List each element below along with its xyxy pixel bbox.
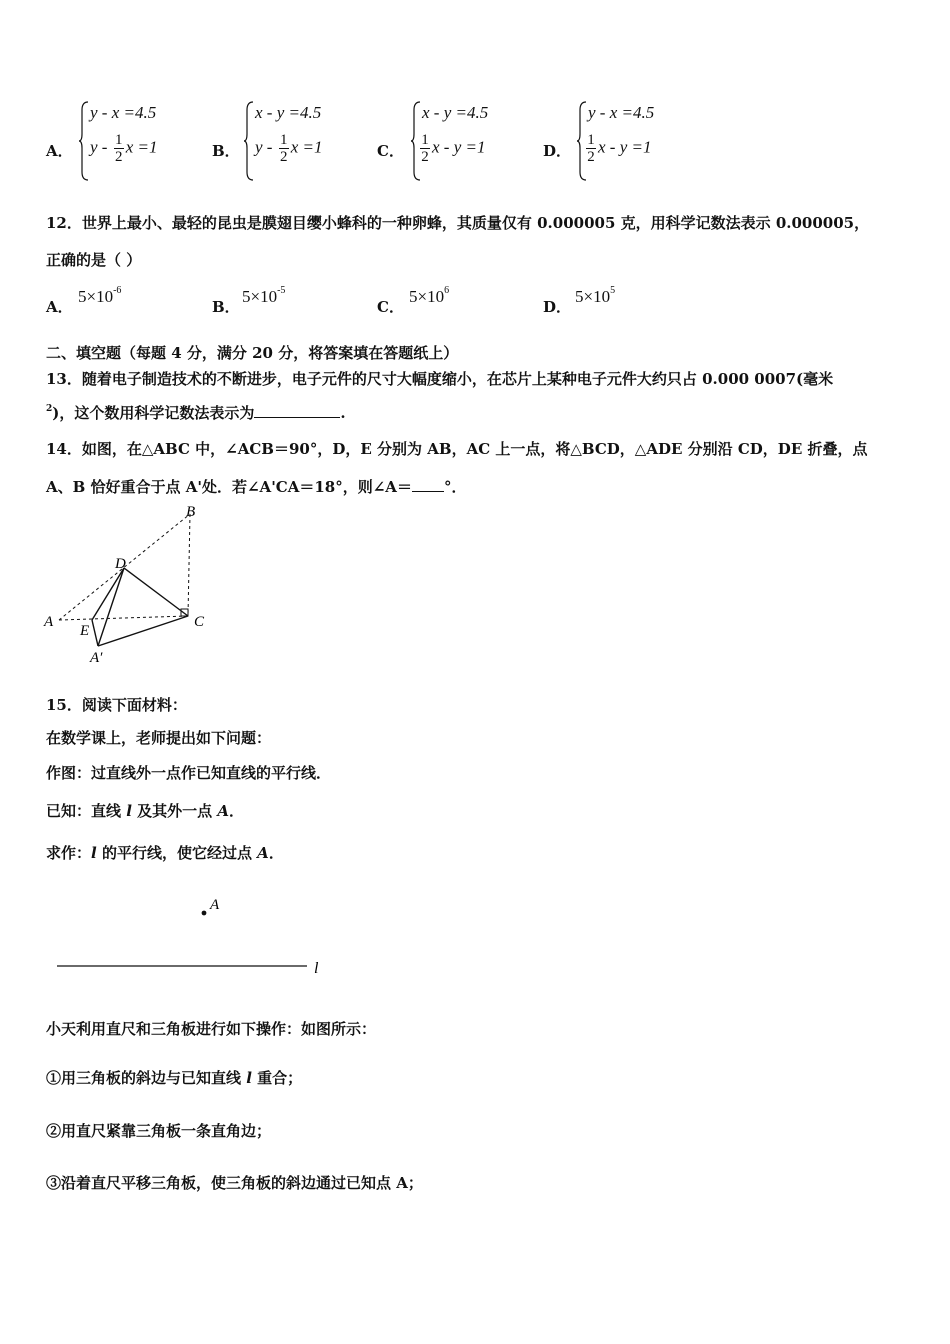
answer-blank[interactable]: [254, 417, 340, 418]
q15-step-1: ①用三角板的斜边与已知直线 l 重合；: [46, 1069, 303, 1087]
label-line-l: l: [314, 960, 319, 977]
equation-1: x - y =4.5: [255, 103, 322, 122]
dashed-line-AC: [59, 616, 188, 620]
label-E: E: [80, 623, 90, 639]
line-A-prime-C: [98, 616, 188, 646]
equation-2: y - $\frac{1}{2}$ x =1: [255, 132, 323, 165]
sci-notation: $5\times 10^6$: [409, 285, 450, 306]
q15-step-3: ③沿着直尺平移三角板，使三角板的斜边通过已知点 A；: [46, 1174, 423, 1192]
point-line-figure: [40, 885, 340, 985]
q14-stem-line1: 14．如图，在△ABC 中，∠ACB＝90°，D，E 分别为 AB，AC 上一点，将△BCD，△ADE 分别沿 CD，DE 折叠，点: [46, 440, 868, 458]
dashed-line-BC: [188, 514, 190, 616]
option-label: D．: [543, 142, 572, 160]
equation-system: [410, 100, 530, 182]
label-A-prime: A′: [90, 650, 103, 666]
equation-1: x - y =4.5: [422, 103, 489, 122]
option-label: A．: [46, 142, 73, 160]
sci-notation: $5\times 10^{-6}$: [78, 285, 122, 306]
label-point-A: A: [210, 897, 220, 913]
equation-system: [78, 100, 198, 182]
sci-notation: $5\times 10^5$: [575, 285, 616, 306]
answer-blank[interactable]: [412, 491, 444, 492]
q15-given: 已知：直线 l 及其外一点 A．: [46, 802, 245, 820]
q13-stem-line2: $^2$)，这个数用科学记数法表示为 .: [46, 404, 346, 422]
option-label: B．: [212, 298, 240, 316]
line-EA-prime: [92, 620, 98, 646]
line-DA-prime: [98, 568, 124, 646]
equation-1: y - x =4.5: [588, 103, 655, 122]
q12-stem-line2: 正确的是（ ）: [46, 251, 142, 269]
q15-requirement: 求作：l 的平行线，使它经过点 A．: [46, 844, 284, 862]
q15-intro: 在数学课上，老师提出如下问题：: [46, 729, 272, 747]
line-DC: [124, 568, 188, 616]
equation-2: $\frac{1}{2}$ x - y =1: [421, 132, 486, 165]
triangle-fold-figure: [40, 500, 220, 670]
left-brace-icon: [78, 100, 90, 182]
q13-stem-line1: 13．随着电子制造技术的不断进步，电子元件的尺寸大幅度缩小，在芯片上某种电子元件大约只占 0.000 0007(毫米: [46, 370, 834, 388]
q15-title: 15．阅读下面材料：: [46, 696, 187, 714]
label-B: B: [186, 504, 196, 520]
q15-ops-intro: 小天利用直尺和三角板进行如下操作：如图所示：: [46, 1020, 377, 1038]
label-D: D: [115, 556, 126, 572]
option-label: A．: [46, 298, 73, 316]
option-label: C．: [377, 142, 404, 160]
q15-step-2: ②用直尺紧靠三角板一条直角边；: [46, 1122, 272, 1140]
equation-2: y - $\frac{1}{2}$ x =1: [90, 132, 158, 165]
point-A: [202, 911, 207, 916]
equation-system: [243, 100, 363, 182]
label-C: C: [194, 614, 205, 630]
section-heading: 二、填空题（每题 4 分，满分 20 分，将答案填在答题纸上）: [46, 344, 459, 362]
left-brace-icon: [243, 100, 255, 182]
q14-stem-line2: A、B 恰好重合于点 A'处．若∠A'CA＝18°，则∠A＝ °．: [46, 478, 467, 496]
line-DE: [92, 568, 124, 620]
equation-system: [576, 100, 696, 182]
option-label: C．: [377, 298, 404, 316]
q15-task: 作图：过直线外一点作已知直线的平行线．: [46, 764, 332, 782]
equation-1: y - x =4.5: [90, 103, 157, 122]
equation-2: $\frac{1}{2}$ x - y =1: [587, 132, 652, 165]
sci-notation: $5\times 10^{-5}$: [242, 285, 286, 306]
q12-stem-line1: 12．世界上最小、最轻的昆虫是膜翅目缨小蜂科的一种卵蜂，其质量仅有 0.000005 克，用科学记数法表示 0.000005，: [46, 214, 870, 232]
label-A: A: [44, 614, 54, 630]
option-label: B．: [212, 142, 240, 160]
option-label: D．: [543, 298, 572, 316]
